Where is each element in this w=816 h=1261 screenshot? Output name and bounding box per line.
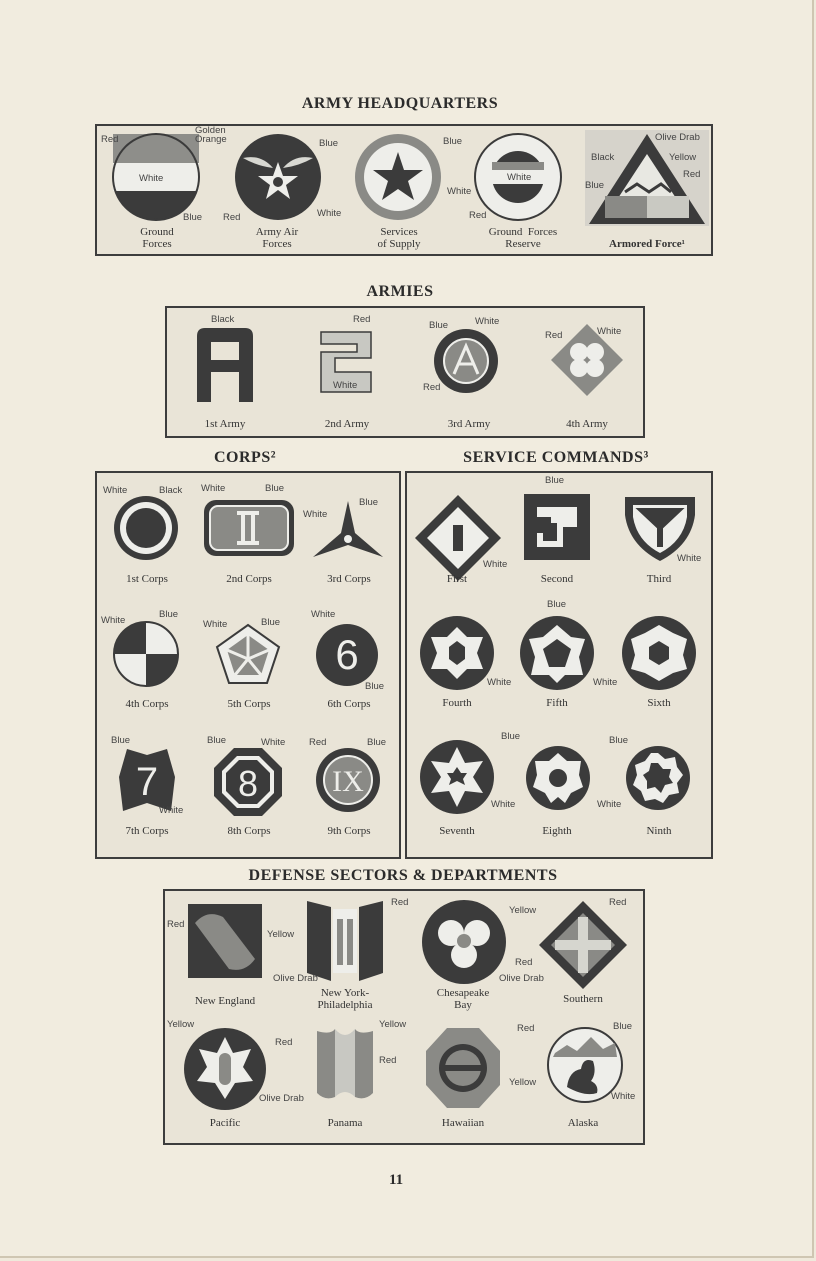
- sc-label-white-fourth: White: [487, 677, 512, 688]
- army-hq-panel: [95, 124, 713, 256]
- defense-title: DEFENSE SECTORS & DEPARTMENTS: [248, 867, 558, 884]
- gfr-label-white-outer: White: [447, 186, 472, 197]
- svg-text:8: 8: [237, 763, 259, 804]
- sc-label-blue-low: Blue: [501, 731, 521, 742]
- gfr-caption: Ground Forces Reserve: [488, 226, 558, 250]
- hawaiian-caption: Hawaiian: [441, 1117, 485, 1129]
- sc7-insignia-icon: [419, 739, 495, 815]
- af-label-red: Red: [683, 169, 701, 180]
- def-label-red-ne: Red: [167, 919, 185, 930]
- af-label-blue: Blue: [585, 180, 605, 191]
- corps3-caption: 3rd Corps: [327, 573, 371, 585]
- aaf-label-orange: Golden Orange: [195, 125, 227, 145]
- corps4-insignia-icon: [113, 621, 179, 687]
- alaska-caption: Alaska: [567, 1117, 599, 1129]
- corps3-label-blue: Blue: [359, 497, 379, 508]
- corps5-label-white: White: [203, 619, 228, 630]
- corps4-label-blue: Blue: [159, 609, 179, 620]
- sc1-caption: First: [446, 573, 468, 585]
- def-label-blue-alaska: Blue: [613, 1021, 633, 1032]
- sc2-insignia-icon: [523, 493, 591, 561]
- corps6-label-blue: Blue: [365, 681, 385, 692]
- def-label-yellow-hawaiian: Yellow: [509, 1077, 537, 1088]
- gf-caption: Ground Forces: [140, 226, 174, 250]
- corps1-caption: 1st Corps: [126, 573, 168, 585]
- sc5-caption: Fifth: [546, 697, 568, 709]
- svg-text:IX: IX: [332, 765, 364, 798]
- corps8-label-blue: Blue: [207, 735, 227, 746]
- corps4-label-white: White: [101, 615, 126, 626]
- gfr-label-white-inner: White: [507, 172, 532, 183]
- corps-title: CORPS²: [213, 449, 277, 466]
- army4-label-red: Red: [545, 330, 563, 341]
- corps7-insignia-icon: [117, 747, 177, 813]
- army-air-forces-insignia-icon: [233, 132, 323, 222]
- nyp-caption: New York- Philadelphia: [317, 987, 373, 1011]
- corps6-label-white: White: [311, 609, 336, 620]
- chesapeake-bay-insignia-icon: [421, 899, 507, 985]
- def-label-red-nyp: Red: [391, 897, 409, 908]
- first-army-insignia-icon: [195, 326, 255, 402]
- army3-caption: 3rd Army: [447, 418, 491, 430]
- gfr-label-red: Red: [469, 210, 487, 221]
- aaf-caption: Army Air Forces: [255, 226, 299, 250]
- sc8-caption: Eighth: [542, 825, 572, 837]
- panama-caption: Panama: [327, 1117, 363, 1129]
- army-hq-title: ARMY HEADQUARTERS: [301, 95, 499, 112]
- corps9-label-red: Red: [309, 737, 327, 748]
- hawaiian-insignia-icon: [425, 1027, 501, 1109]
- corps1-label-black: Black: [159, 485, 183, 496]
- armies-panel: [165, 306, 645, 438]
- corps5-caption: 5th Corps: [227, 698, 271, 710]
- sos-caption: Services of Supply: [377, 226, 421, 250]
- sc-label-blue-top: Blue: [545, 475, 565, 486]
- defense-panel: [163, 889, 645, 1145]
- corps2-label-blue: Blue: [265, 483, 285, 494]
- def-label-yellow-cb: Yellow: [509, 905, 537, 916]
- corps1-label-white: White: [103, 485, 128, 496]
- southern-caption: Southern: [563, 993, 603, 1005]
- sc2-caption: Second: [540, 573, 574, 585]
- third-army-insignia-icon: [433, 328, 499, 394]
- ne-caption: New England: [194, 995, 256, 1007]
- corps8-caption: 8th Corps: [227, 825, 271, 837]
- corps8-label-white: White: [261, 737, 286, 748]
- pacific-caption: Pacific: [209, 1117, 241, 1129]
- corps7-label-blue: Blue: [111, 735, 131, 746]
- sc-label-white-third: White: [677, 553, 702, 564]
- sc9-caption: Ninth: [646, 825, 672, 837]
- new-york-philadelphia-insignia-icon: [305, 897, 385, 983]
- army3-label-red: Red: [423, 382, 441, 393]
- southern-insignia-icon: [537, 899, 629, 991]
- corps1-insignia-icon: [113, 495, 179, 561]
- corps2-label-white: White: [201, 483, 226, 494]
- corps4-caption: 4th Corps: [125, 698, 169, 710]
- def-label-olive-pacific: Olive Drab: [259, 1093, 304, 1104]
- def-label-red-pacific: Red: [275, 1037, 293, 1048]
- corps3-label-white: White: [303, 509, 328, 520]
- corps5-insignia-icon: [215, 623, 281, 685]
- corps7-label-white: White: [159, 805, 184, 816]
- sc4-insignia-icon: [419, 615, 495, 691]
- def-label-red-panama: Red: [379, 1055, 397, 1066]
- sc4-caption: Fourth: [442, 697, 472, 709]
- corps8-insignia-icon: [213, 747, 283, 817]
- aaf-label-red: Red: [223, 212, 241, 223]
- sc-label-white-eighth: White: [597, 799, 622, 810]
- sc-label-blue-mid: Blue: [547, 599, 567, 610]
- def-label-yellow-panama: Yellow: [379, 1019, 407, 1030]
- corps2-caption: 2nd Corps: [226, 573, 272, 585]
- army4-label-white: White: [597, 326, 622, 337]
- new-england-insignia-icon: [187, 903, 263, 979]
- corps-panel: [95, 471, 401, 859]
- army4-caption: 4th Army: [566, 418, 608, 430]
- corps9-caption: 9th Corps: [327, 825, 371, 837]
- def-label-white-alaska: White: [611, 1091, 636, 1102]
- services-of-supply-insignia-icon: [353, 132, 443, 222]
- sc9-insignia-icon: [625, 745, 691, 811]
- def-label-yellow-ne: Yellow: [267, 929, 295, 940]
- corps6-caption: 6th Corps: [327, 698, 371, 710]
- af-label-olive: Olive Drab: [655, 132, 700, 143]
- def-label-red-cb: Red: [515, 957, 533, 968]
- af-label-yellow: Yellow: [669, 152, 697, 163]
- panama-insignia-icon: [315, 1027, 375, 1101]
- sc-label-blue-ninth: Blue: [609, 735, 629, 746]
- gf-label-red: Red: [101, 134, 119, 145]
- def-label-yellow-pacific: Yellow: [167, 1019, 195, 1030]
- svg-text:7: 7: [135, 760, 159, 804]
- sc-label-white-seventh: White: [491, 799, 516, 810]
- service-commands-title: SERVICE COMMANDS³: [463, 449, 649, 466]
- corps2-insignia-icon: [203, 499, 295, 557]
- corps7-caption: 7th Corps: [125, 825, 169, 837]
- army2-label-red: Red: [353, 314, 371, 325]
- army1-label-black: Black: [211, 314, 235, 325]
- sc6-caption: Sixth: [647, 697, 671, 709]
- gfr-label-blue: Blue: [443, 136, 463, 147]
- army1-caption: 1st Army: [204, 418, 246, 430]
- aaf-label-blue: Blue: [319, 138, 339, 149]
- sc5-insignia-icon: [519, 615, 595, 691]
- sc6-insignia-icon: [621, 615, 697, 691]
- sc-label-white-first: White: [483, 559, 508, 570]
- sc7-caption: Seventh: [439, 825, 475, 837]
- af-label-black: Black: [591, 152, 615, 163]
- army2-label-white: White: [333, 380, 358, 391]
- page-number: 11: [389, 1172, 404, 1188]
- svg-text:6: 6: [335, 631, 359, 678]
- sc8-insignia-icon: [525, 745, 591, 811]
- army3-label-white: White: [475, 316, 500, 327]
- army2-caption: 2nd Army: [324, 418, 370, 430]
- def-label-olive-cb: Olive Drab: [499, 973, 544, 984]
- aaf-label-white: White: [317, 208, 342, 219]
- gf-label-white: White: [139, 173, 164, 184]
- corps9-label-blue: Blue: [367, 737, 387, 748]
- gf-label-blue: Blue: [183, 212, 203, 223]
- af-caption: Armored Force¹: [609, 238, 685, 250]
- def-label-olive-ne: Olive Drab: [273, 973, 318, 984]
- def-label-red-southern: Red: [609, 897, 627, 908]
- armies-title: ARMIES: [366, 283, 434, 300]
- pacific-insignia-icon: [183, 1027, 267, 1111]
- service-commands-panel: [405, 471, 713, 859]
- sc-label-white-fifth: White: [593, 677, 618, 688]
- corps5-label-blue: Blue: [261, 617, 281, 628]
- def-label-red-hawaiian: Red: [517, 1023, 535, 1034]
- corps6-insignia-icon: [315, 623, 379, 687]
- cb-caption: Chesapeake Bay: [436, 987, 490, 1011]
- corps9-insignia-icon: [315, 747, 381, 813]
- sc3-caption: Third: [646, 573, 672, 585]
- army3-label-blue: Blue: [429, 320, 449, 331]
